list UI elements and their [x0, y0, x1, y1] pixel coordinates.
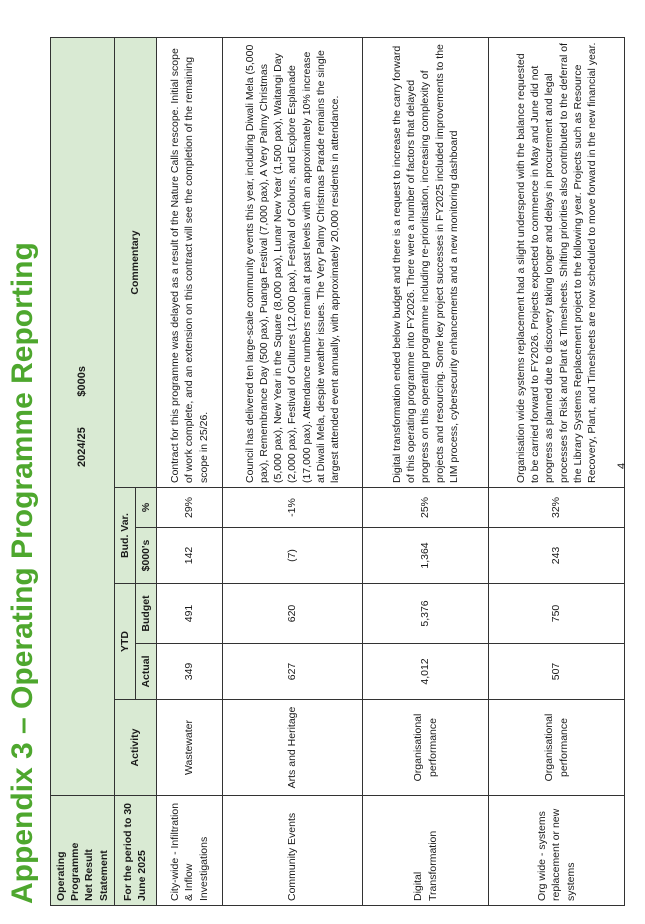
actual-header: Actual	[135, 644, 156, 700]
table-row	[363, 37, 489, 905]
activity-cell: Wastewater	[157, 700, 223, 796]
statement-line2: Net Result Statement	[83, 849, 110, 901]
commentary-cell: Contract for this programme was delayed as a result of the Nature Calls rescope. Initial scope of work complete, and an extension on this contract will see the completion of the remaining scope in 25/26.	[157, 37, 223, 487]
actual-cell: 627	[223, 644, 363, 700]
page-title: Appendix 3 – Operating Programme Reporting	[6, 242, 39, 904]
commentary-cell: Digital transformation ended below budget and there is a request to increase the carry forward of this operating programme into FY2026. There were a number of factors that delayed progress on this operating programme including re-prioritisation, increasing complexity of projects and resourcing. Some key project successes in FY2025 included improvements to the LIM process, cybersecurity enhancements and a new monitoring dashboard	[363, 37, 489, 487]
table-row	[157, 37, 223, 905]
page-number: 4	[616, 462, 628, 469]
pct-header: %	[135, 488, 156, 528]
programme-cell: Digital Transformation	[363, 796, 489, 906]
commentary-header: Commentary	[114, 37, 156, 487]
pct-cell: -1%	[223, 488, 363, 528]
ytd-header: YTD	[114, 584, 135, 700]
operating-programme-table	[50, 37, 625, 906]
pct-cell: 25%	[363, 488, 489, 528]
year-header	[51, 37, 115, 795]
commentary-cell: Organisation wide systems replacement had a slight underspend with the balance requested to be carried forward to FY2026. Projects expected to commence in May and June did not progress as planned due to discovery taking longer and delays in procurement and legal processes for Risk and Plant & Timesheets. Shifting priorities also contributed to the deferral of the Library Systems Replacement project to the following year. Projects such as Resource Recovery, Plant, and Timesheets are now scheduled to move forward in the new financial year.	[489, 37, 625, 487]
year-label: 2024/25	[75, 427, 88, 467]
statement-line1: Operating Programme	[55, 842, 82, 901]
budget-cell: 750	[489, 584, 625, 644]
units-label: $000s	[75, 366, 88, 397]
table-row	[223, 37, 363, 905]
pct-cell: 29%	[157, 488, 223, 528]
bud-var-header: Bud. Var.	[114, 488, 135, 584]
programme-cell: Community Events	[223, 796, 363, 906]
variance-cell: 1,364	[363, 528, 489, 584]
programme-cell: Org wide - systems replacement or new systems	[489, 796, 625, 906]
variance-cell: 142	[157, 528, 223, 584]
variance-cell: (7)	[223, 528, 363, 584]
budget-cell: 620	[223, 584, 363, 644]
activity-cell: Organisational performance	[489, 700, 625, 796]
activity-cell: Arts and Heritage	[223, 700, 363, 796]
actual-cell: 4,012	[363, 644, 489, 700]
bud-var-units-header: $000's	[135, 528, 156, 584]
table-row	[489, 37, 625, 905]
pct-cell: 32%	[489, 488, 625, 528]
variance-cell: 243	[489, 528, 625, 584]
activity-header: Activity	[114, 700, 156, 796]
actual-cell: 507	[489, 644, 625, 700]
programme-cell: City-wide - Infiltration & Inflow Investigations	[157, 796, 223, 906]
budget-cell: 5,376	[363, 584, 489, 644]
budget-header: Budget	[135, 584, 156, 644]
statement-header	[51, 796, 115, 906]
budget-cell: 491	[157, 584, 223, 644]
actual-cell: 349	[157, 644, 223, 700]
commentary-cell: Council has delivered ten large-scale community events this year, including Diwali Mela (5,000 pax), Remembrance Day (500 pax), Puanga Festival (7,000 pax), A Very Palmy Christmas (5,000 pax), New Year in the Square (8,000 pax), Lunar New Year (1,500 pax), Waitangi Day (2,000 pax), Festival of Cultures (12,000 pax), Festival of Colours, and Explore Esplanade (17,000 pax). Attendance numbers remain at past levels with an approximately 10% increase at Diwali Mela, despite weather issues. The Very Palmy Christmas Parade remains the single largest attended event annually, with approximately 20,000 residents in attendance.	[223, 37, 363, 487]
activity-cell: Organisational performance	[363, 700, 489, 796]
period-header: For the period to 30 June 2025	[114, 796, 156, 906]
